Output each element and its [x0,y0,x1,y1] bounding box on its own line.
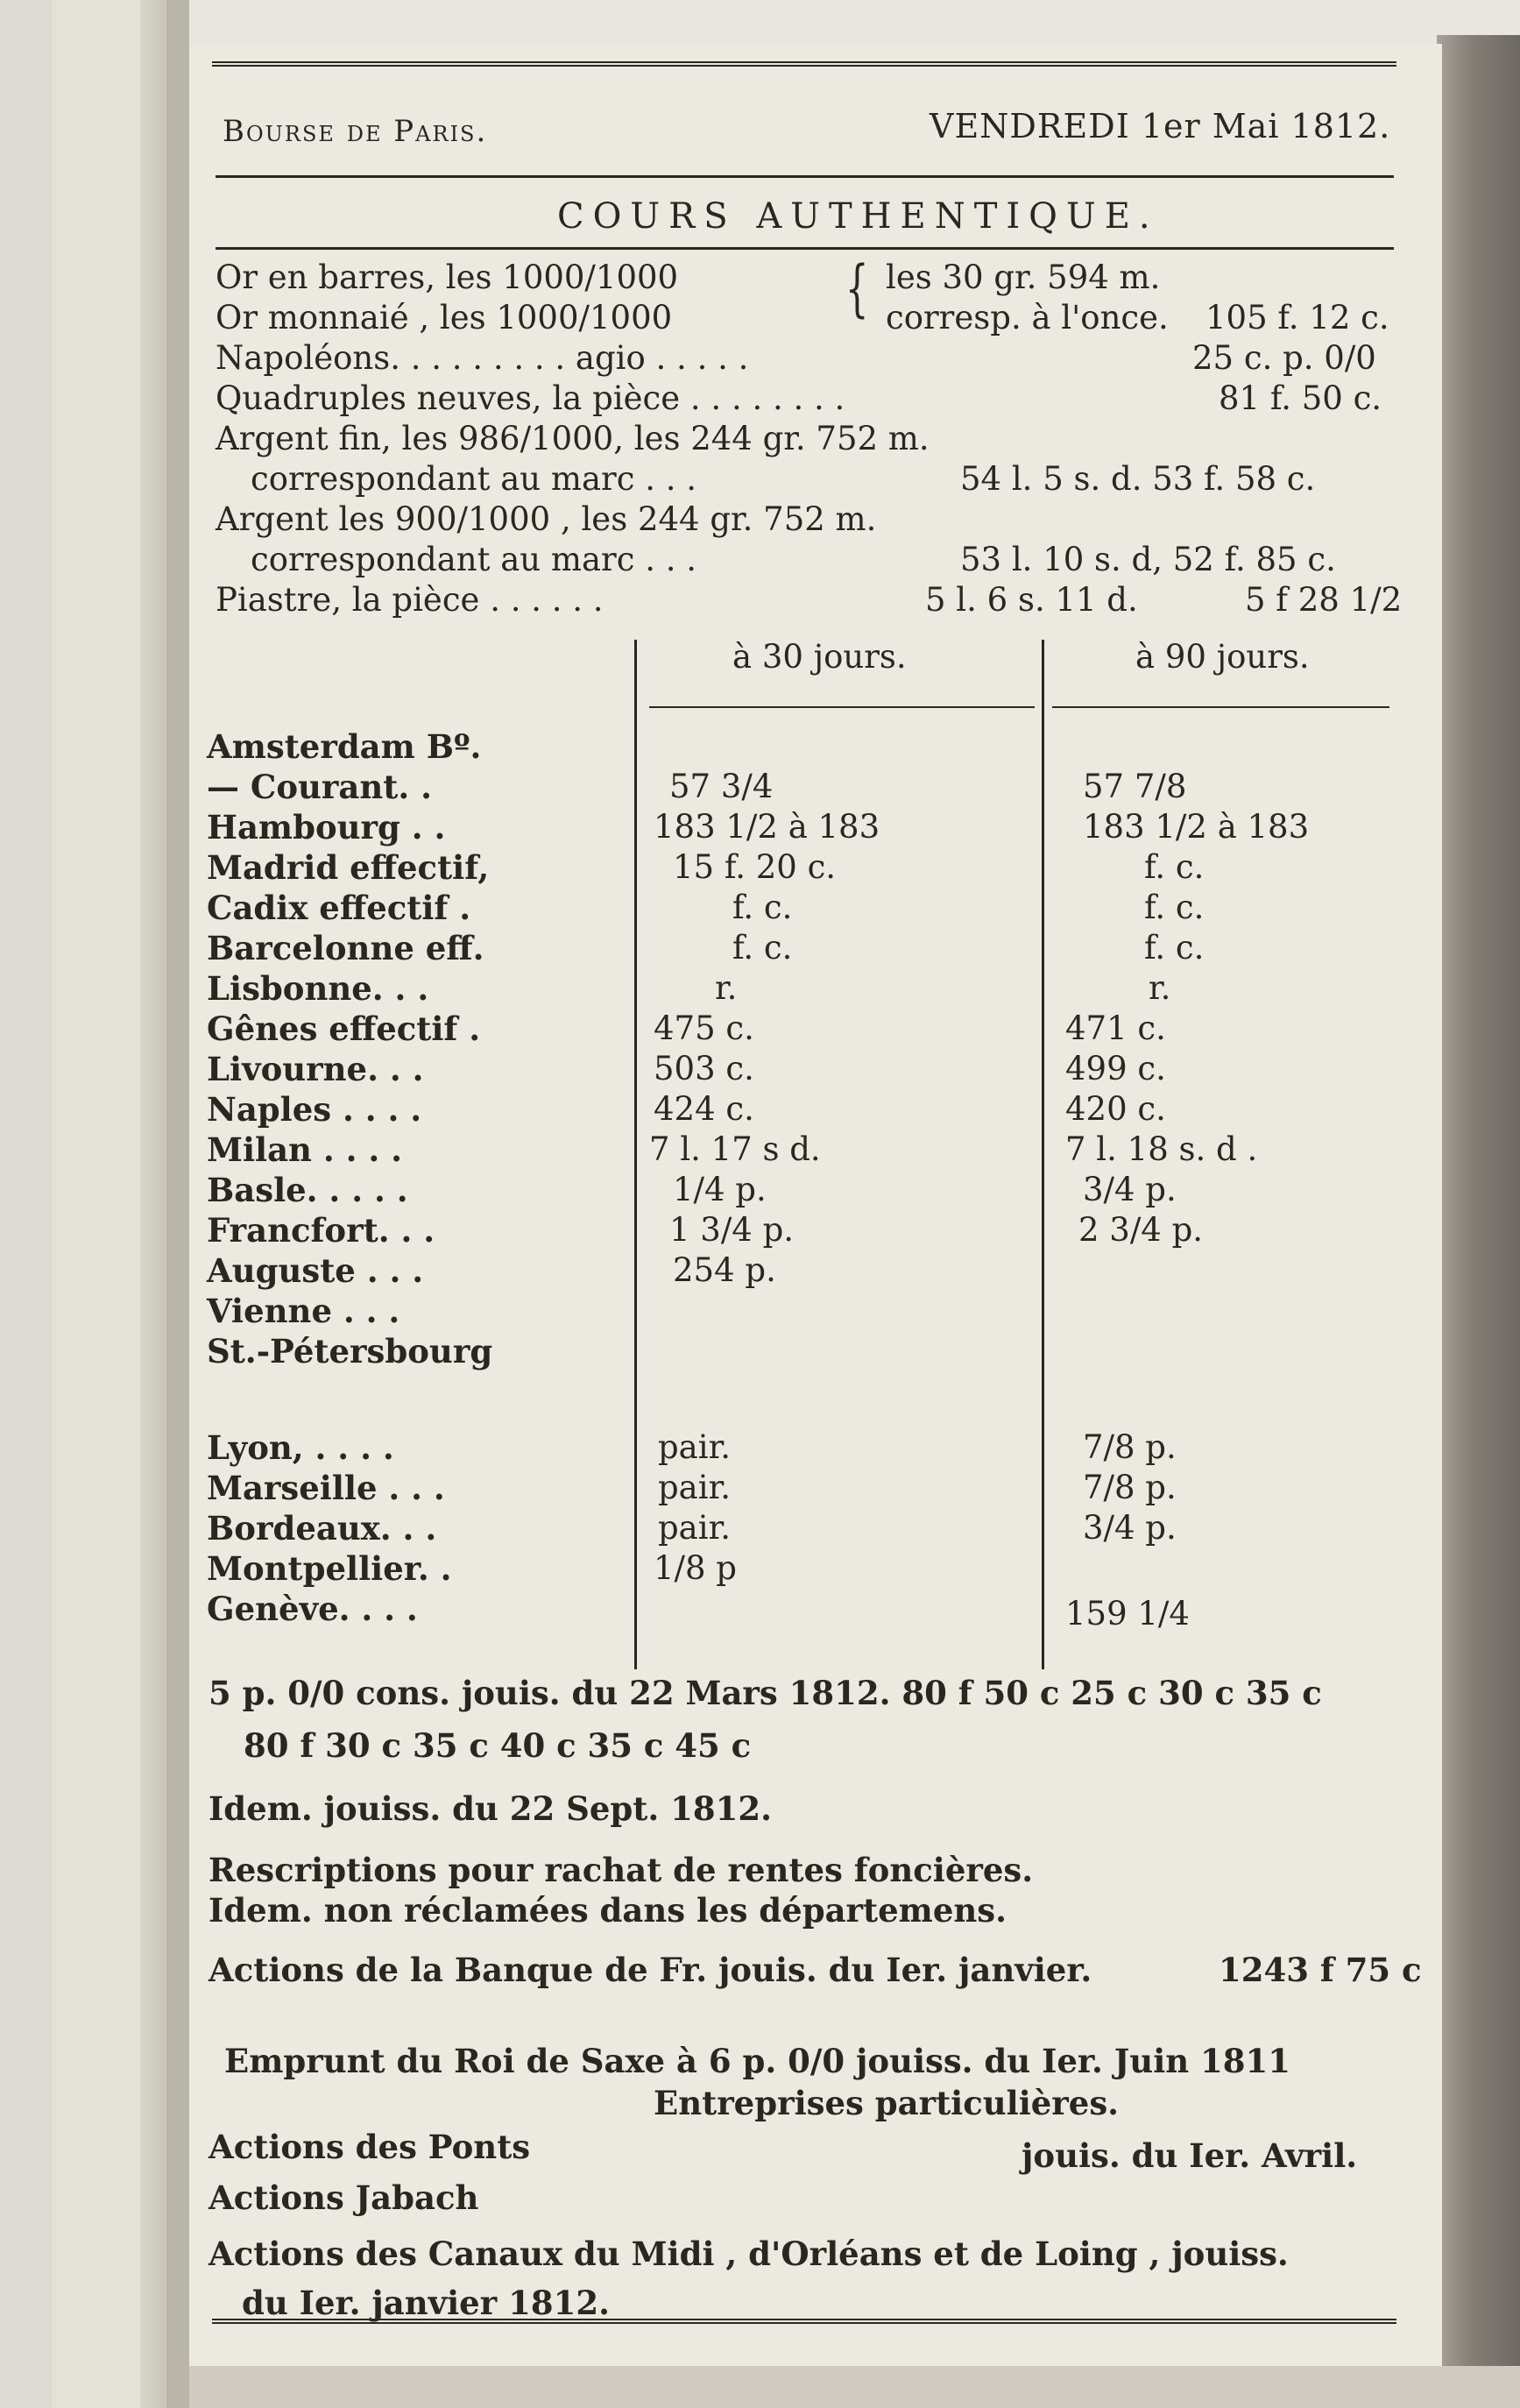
rate-90: 2 3/4 p. [1078,1211,1204,1249]
actions-canaux-date: du Ier. janvier 1812. [242,2284,610,2322]
banque-value: 1243 f 75 c [1219,1951,1422,1989]
place-name: Genève. . . . [207,1590,418,1628]
col-rule-30 [649,706,1035,708]
rate-30: 7 l. 17 s d. [649,1130,821,1168]
column-divider-2 [1042,640,1044,1669]
piastre: Piastre, la pièce . . . . . . [216,581,604,619]
rente-5pct: 5 p. 0/0 cons. jouis. du 22 Mars 1812. 80 f 50 c 25 c 30 c 35 c [209,1674,1322,1712]
rate-30: f. c. [732,929,793,967]
argent-900-value: 53 l. 10 s. d, 52 f. 85 c. [960,541,1336,578]
place-name: Bordeaux. . . [207,1509,437,1547]
actions-canaux: Actions des Canaux du Midi , d'Orléans et de Loing , jouiss. [209,2234,1289,2273]
title-rule [216,247,1394,250]
quadruples: Quadruples neuves, la pièce . . . . . . . . [216,379,845,417]
col-header-90: à 90 jours. [1135,638,1310,676]
rate-90: f. c. [1144,889,1205,926]
place-name: Lyon, . . . . [207,1428,394,1467]
argent-fin: Argent fin, les 986/1000, les 244 gr. 752 m. [216,420,930,457]
place-name: Lisbonne. . . [207,969,429,1008]
emprunt-saxe: Emprunt du Roi de Saxe à 6 p. 0/0 jouiss. du Ier. Juin 1811 [224,2042,1291,2080]
place-name: Montpellier. . [207,1549,452,1588]
or-monnaie: Or monnaié , les 1000/1000 [216,299,673,336]
header-right: VENDREDI 1er Mai 1812. [930,107,1391,145]
napoleons: Napoléons. . . . . . . . . agio . . . . . [216,339,749,377]
rate-90: 183 1/2 à 183 [1083,808,1310,846]
quadruples-value: 81 f. 50 c. [1219,379,1382,417]
document-page [189,44,1442,2366]
place-name: Vienne . . . [207,1292,400,1330]
rate-90: 3/4 p. [1083,1509,1177,1547]
rate-90: 471 c. [1065,1009,1166,1047]
place-name: Barcelonne eff. [207,929,484,967]
place-name: Marseille . . . [207,1469,445,1507]
rate-90: 7/8 p. [1083,1428,1177,1466]
col-rule-90 [1052,706,1389,708]
page-edges-right [1437,35,1520,2408]
place-name: — Courant. . [207,768,433,806]
argent-900: Argent les 900/1000 , les 244 gr. 752 m. [216,500,877,538]
brace-note-2: corresp. à l'once. [886,299,1169,336]
page-edges-bottom [189,2366,1520,2408]
header-left: Bourse de Paris. [223,114,488,149]
place-name: Cadix effectif . [207,889,471,927]
or-barres: Or en barres, les 1000/1000 [216,259,679,296]
rate-30: 15 f. 20 c. [673,848,837,886]
facing-page [53,0,140,2408]
page-title: COURS AUTHENTIQUE. [557,196,1159,237]
banque-actions: Actions de la Banque de Fr. jouis. du Ier. janvier. [209,1951,1092,1989]
col-header-30: à 30 jours. [732,638,907,676]
rate-90: 7 l. 18 s. d . [1065,1130,1258,1168]
brace-note-1: les 30 gr. 594 m. [886,259,1161,296]
brace-symbol: { [845,252,869,324]
place-name: Naples . . . . [207,1090,422,1129]
piastre-value: 5 l. 6 s. 11 d. [925,581,1138,619]
column-divider-1 [634,640,637,1669]
place-name: Madrid effectif, [207,848,490,887]
rate-30: 254 p. [673,1251,776,1289]
rate-90: 3/4 p. [1083,1171,1177,1208]
rate-90: f. c. [1144,929,1205,967]
place-name: Auguste . . . [207,1251,424,1290]
book-edge-left [0,0,53,2408]
rate-30: 1 3/4 p. [669,1211,795,1249]
actions-ponts-note: jouis. du Ier. Avril. [1022,2136,1358,2175]
argent-fin-value: 54 l. 5 s. d. 53 f. 58 c. [960,460,1316,498]
place-name: Francfort. . . [207,1211,435,1250]
place-name: St.-Pétersbourg [207,1332,493,1370]
rate-30: 1/8 p [654,1549,737,1587]
rate-90: 420 c. [1065,1090,1166,1128]
rescriptions: Rescriptions pour rachat de rentes foncières. [209,1851,1034,1889]
or-value: 105 f. 12 c. [1205,299,1389,336]
argent-900-marc: correspondant au marc . . . [251,541,697,578]
place-name: Amsterdam Bº. [207,727,482,766]
place-name: Milan . . . . [207,1130,402,1169]
rate-30: pair. [658,1509,731,1547]
rate-30: 183 1/2 à 183 [654,808,880,846]
rate-30: r. [715,969,738,1007]
entreprises-heading: Entreprises particulières. [654,2084,1120,2122]
rate-30: 1/4 p. [673,1171,767,1208]
rate-30: 424 c. [654,1090,754,1128]
rescriptions-idem: Idem. non réclamées dans les départemens. [209,1891,1007,1930]
rate-90: r. [1149,969,1171,1007]
book-gutter-shadow [166,0,189,2408]
rate-90: 7/8 p. [1083,1469,1177,1506]
rate-30: 475 c. [654,1009,754,1047]
place-name: Hambourg . . [207,808,446,846]
actions-ponts: Actions des Ponts [209,2128,531,2166]
napoleons-value: 25 c. p. 0/0 [1192,339,1376,377]
rate-90: 57 7/8 [1083,768,1187,805]
piastre-value-2: 5 f 28 1/2 [1245,581,1403,619]
place-name: Basle. . . . . [207,1171,408,1209]
rate-30: 503 c. [654,1050,754,1087]
rate-90: 499 c. [1065,1050,1166,1087]
rente-idem-sept: Idem. jouiss. du 22 Sept. 1812. [209,1789,772,1828]
argent-fin-marc: correspondant au marc . . . [251,460,697,498]
header-rule [216,175,1394,178]
rente-5pct-continued: 80 f 30 c 35 c 40 c 35 c 45 c [244,1726,752,1765]
book-gutter [140,0,166,2408]
rate-30: pair. [658,1469,731,1506]
place-name: Livourne. . . [207,1050,424,1088]
rate-90: f. c. [1144,848,1205,886]
place-name: Gênes effectif . [207,1009,481,1048]
rate-30: f. c. [732,889,793,926]
actions-jabach: Actions Jabach [209,2178,479,2217]
rate-30: pair. [658,1428,731,1466]
rate-90: 159 1/4 [1065,1595,1190,1632]
rate-30: 57 3/4 [669,768,774,805]
